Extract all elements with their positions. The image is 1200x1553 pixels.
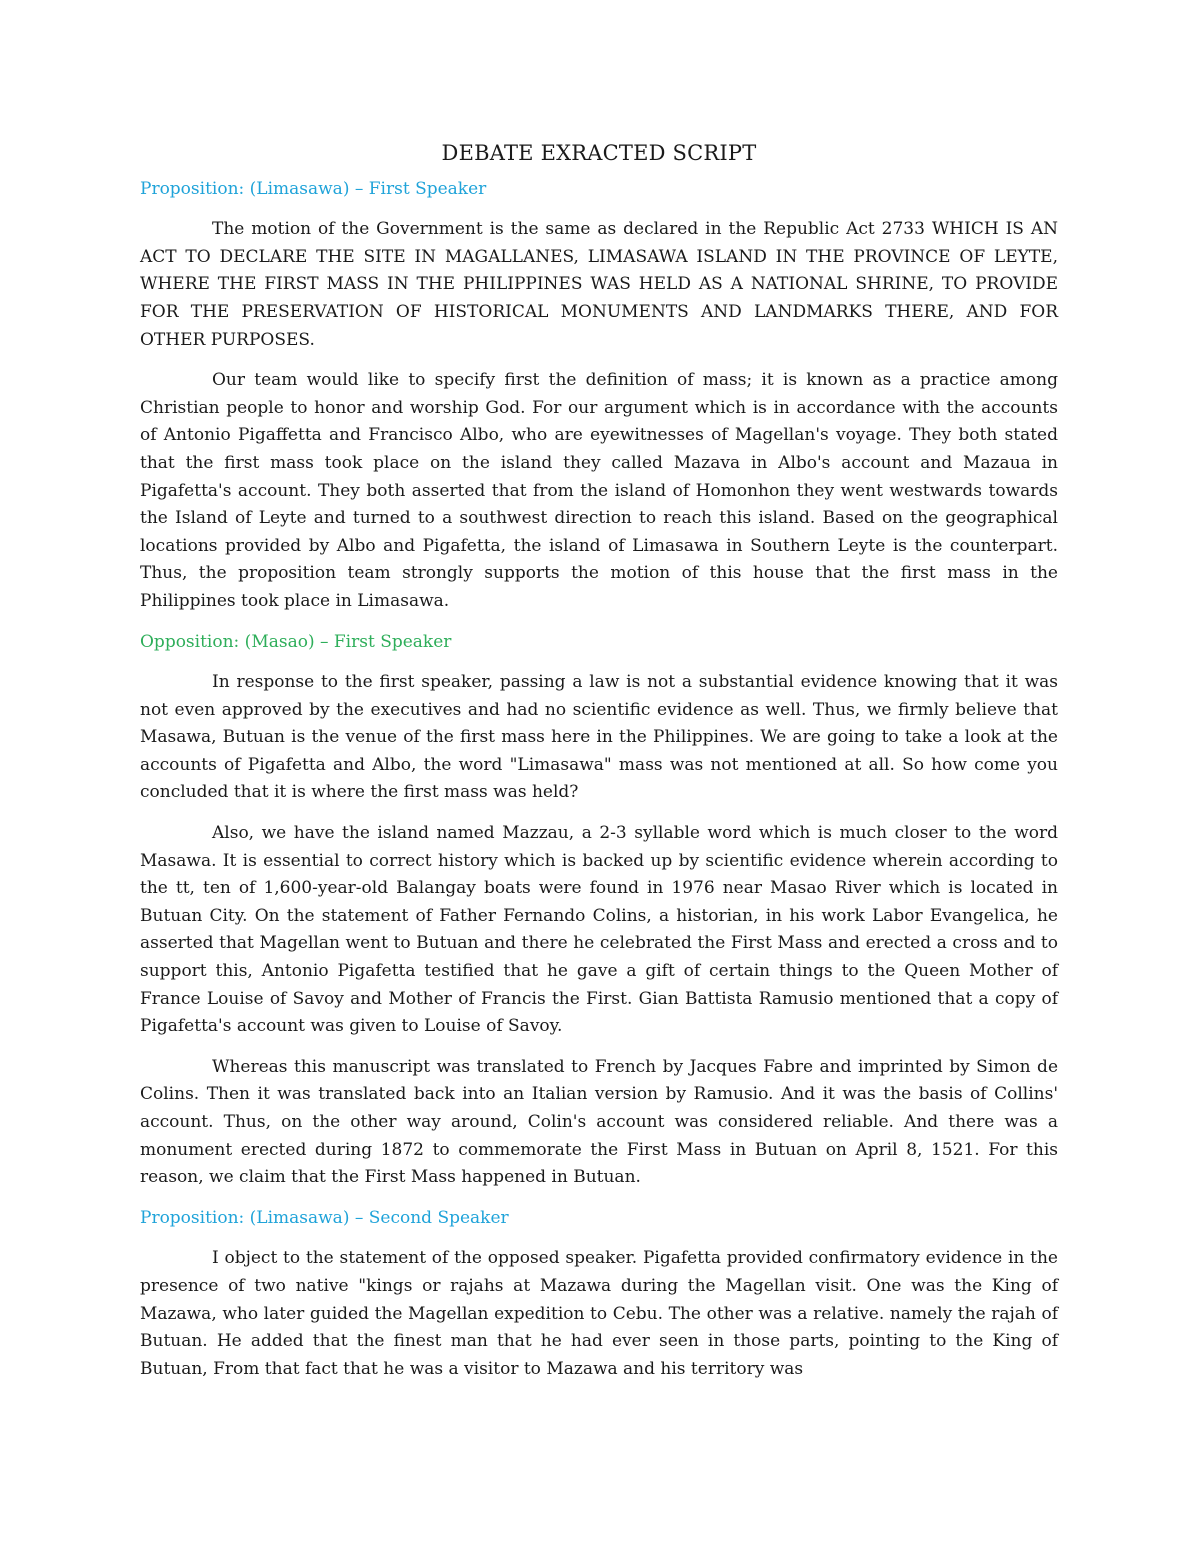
- paragraph: Our team would like to specify first the definition of mass; it is known as a practice among Christian people to honor and worship God. For our argument which is in accordance with the accounts of Antonio Pigaffetta and Francisco Albo, who are eyewitnesses of Magellan's voyage. They both stated that the first mass took place on the island they called Mazava in Albo's account and Mazaua in Pigafetta's account. They both asserted that from the island of Homonhon they went westwards towards the Island of Leyte and turned to a southwest direction to reach this island. Based on the geographical locations provided by Albo and Pigafetta, the island of Limasawa in Southern Leyte is the counterpart. Thus, the proposition team strongly supports the motion of this house that the first mass in the Philippines took place in Limasawa.: [140, 370, 1058, 611]
- section-heading-proposition-second-speaker: Proposition: (Limasawa) – Second Speaker: [140, 1207, 509, 1228]
- paragraph: I object to the statement of the opposed speaker. Pigafetta provided confirmatory evidence in the presence of two native "kings or rajahs at Mazawa during the Magellan visit. One was the King of Mazawa, who later guided the Magellan expedition to Cebu. The other was a relative. namely the rajah of Butuan. He added that the finest man that he had ever seen in those parts, pointing to the King of Butuan, From that fact that he was a visitor to Mazawa and his territory was: [140, 1248, 1058, 1379]
- document-page: [140, 140, 1058, 1396]
- paragraph: The motion of the Government is the same as declared in the Republic Act 2733 WHICH IS AN ACT TO DECLARE THE SITE IN MAGALLANES, LIMASAWA ISLAND IN THE PROVINCE OF LEYTE, WHERE THE FIRST MASS IN THE PHILIPPINES WAS HELD AS A NATIONAL SHRINE, TO PROVIDE FOR THE PRESERVATION OF HISTORICAL MONUMENTS AND LANDMARKS THERE, AND FOR OTHER PURPOSES.: [140, 219, 1058, 350]
- paragraph: Whereas this manuscript was translated to French by Jacques Fabre and imprinted by Simon de Colins. Then it was translated back into an Italian version by Ramusio. And it was the basis of Collins' account. Thus, on the other way around, Colin's account was considered reliable. And there was a monument erected during 1872 to commemorate the First Mass in Butuan on April 8, 1521. For this reason, we claim that the First Mass happened in Butuan.: [140, 1056, 1058, 1188]
- section-heading-proposition-first-speaker: Proposition: (Limasawa) – First Speaker: [140, 178, 487, 199]
- section-heading-opposition-first-speaker: Opposition: (Masao) – First Speaker: [140, 631, 452, 652]
- paragraph: Also, we have the island named Mazzau, a 2-3 syllable word which is much closer to the word Masawa. It is essential to correct history which is backed up by scientific evidence wherein according to the tt, ten of 1,600-year-old Balangay boats were found in 1976 near Masao River which is located in Butuan City. On the statement of Father Fernando Colins, a historian, in his work Labor Evangelica, he asserted that Magellan went to Butuan and there he celebrated the First Mass and erected a cross and to support this, Antonio Pigafetta testified that he gave a gift of certain things to the Queen Mother of France Louise of Savoy and Mother of Francis the First. Gian Battista Ramusio mentioned that a copy of Pigafetta's account was given to Louise of Savoy.: [140, 823, 1058, 1037]
- paragraph: In response to the first speaker, passing a law is not a substantial evidence knowing that it was not even approved by the executives and had no scientific evidence as well. Thus, we firmly believe that Masawa, Butuan is the venue of the first mass here in the Philippines. We are going to take a look at the accounts of Pigafetta and Albo, the word "Limasawa" mass was not mentioned at all. So how come you concluded that it is where the first mass was held?: [140, 672, 1058, 803]
- document-title: DEBATE EXRACTED SCRIPT: [441, 141, 757, 165]
